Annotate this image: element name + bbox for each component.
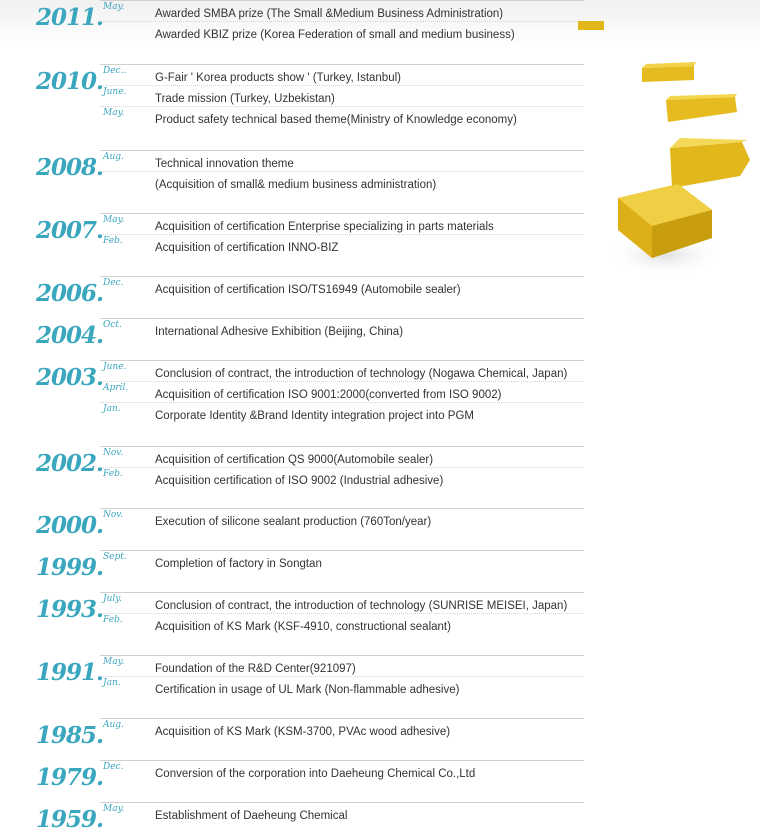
entry-description: Acquisition of certification ISO 9001:2000(converted from ISO 9002): [155, 389, 502, 401]
entry-month: Dec.: [103, 278, 124, 288]
entry-month: Aug.: [103, 720, 124, 730]
year-label: 1999.: [36, 554, 104, 581]
timeline-entry: [100, 592, 584, 615]
gold-block-2-front: [666, 97, 737, 122]
entry-description: Acquisition of KS Mark (KSM-3700, PVAc wood adhesive): [155, 726, 451, 738]
entry-month: Oct.: [103, 320, 122, 330]
year-label: 2011.: [36, 4, 104, 31]
timeline-entry: [100, 234, 584, 257]
year-label: 2008.: [36, 154, 104, 181]
entry-month: Dec.: [103, 762, 124, 772]
timeline-entry: [100, 85, 584, 108]
gold-block-3-front: [670, 142, 750, 188]
entry-description: Technical innovation theme: [155, 158, 294, 170]
year-group: [0, 802, 600, 833]
year-group: [0, 64, 600, 130]
entry-month: May.: [103, 804, 125, 814]
entry-description: Trade mission (Turkey, Uzbekistan): [155, 93, 335, 105]
timeline-entry: [100, 171, 584, 194]
entry-month: Nov.: [103, 510, 124, 520]
timeline-entry: [100, 760, 584, 783]
timeline-entry: [100, 360, 584, 383]
year-label: 2006.: [36, 280, 104, 307]
entry-description: Foundation of the R&D Center(921097): [155, 663, 356, 675]
year-group: [0, 508, 600, 539]
timeline-entry: [100, 0, 584, 23]
entry-month: Sept.: [103, 552, 127, 562]
entry-month: May.: [103, 108, 125, 118]
entry-description: Conclusion of contract, the introduction of technology (Nogawa Chemical, Japan): [155, 368, 568, 380]
year-group: [0, 318, 600, 349]
entry-description: Conclusion of contract, the introduction of technology (SUNRISE MEISEI, Japan): [155, 600, 568, 612]
entry-description: Awarded SMBA prize (The Small &Medium Business Administration): [155, 8, 504, 20]
entry-description: Acquisition of certification ISO/TS16949 (Automobile sealer): [155, 284, 461, 296]
entry-description: Acquisition of certification INNO-BIZ: [155, 242, 339, 254]
timeline-entry: [100, 213, 584, 236]
entry-description: Completion of factory in Songtan: [155, 558, 322, 570]
timeline-entry: [100, 550, 584, 573]
timeline-entry: [100, 508, 584, 531]
year-group: [0, 150, 600, 194]
timeline-entry: [100, 381, 584, 404]
timeline-entry: [100, 318, 584, 341]
timeline-entry: [100, 467, 584, 490]
year-group: [0, 760, 600, 791]
year-label: 2000.: [36, 512, 104, 539]
entry-month: Jan.: [103, 404, 121, 414]
timeline-entry: [100, 21, 584, 44]
year-label: 2004.: [36, 322, 104, 349]
entry-description: G-Fair ' Korea products show ' (Turkey, Istanbul): [155, 72, 401, 84]
year-label: 1985.: [36, 722, 104, 749]
entry-description: Conversion of the corporation into Daeheung Chemical Co.,Ltd: [155, 768, 476, 780]
entry-month: Feb.: [103, 469, 123, 479]
entry-description: Product safety technical based theme(Ministry of Knowledge economy): [155, 114, 517, 126]
entry-month: Nov.: [103, 448, 124, 458]
year-label: 1959.: [36, 806, 104, 833]
year-group: [0, 718, 600, 749]
year-group: [0, 550, 600, 581]
entry-description: International Adhesive Exhibition (Beijing, China): [155, 326, 404, 338]
gold-block-small: [578, 21, 604, 30]
gold-blocks-illustration: [570, 0, 760, 300]
entry-description: (Acquisition of small& medium business administration): [155, 179, 437, 191]
year-label: 1991.: [36, 659, 104, 686]
year-group: [0, 0, 600, 44]
year-label: 1979.: [36, 764, 104, 791]
entry-month: Aug.: [103, 152, 124, 162]
entry-month: Jan.: [103, 678, 121, 688]
year-group: [0, 655, 600, 699]
year-label: 2010.: [36, 68, 104, 95]
timeline-entry: [100, 802, 584, 825]
entry-month: Feb.: [103, 236, 123, 246]
entry-description: Acquisition of KS Mark (KSF-4910, constructional sealant): [155, 621, 451, 633]
year-group: [0, 360, 600, 426]
entry-description: Acquisition of certification QS 9000(Automobile sealer): [155, 454, 434, 466]
year-label: 1993.: [36, 596, 104, 623]
entry-description: Acquisition certification of ISO 9002 (Industrial adhesive): [155, 475, 444, 487]
timeline-entry: [100, 613, 584, 636]
year-label: 2007.: [36, 217, 104, 244]
timeline-entry: [100, 446, 584, 469]
entry-description: Corporate Identity &Brand Identity integration project into PGM: [155, 410, 474, 422]
timeline-entry: [100, 718, 584, 741]
timeline-entry: [100, 276, 584, 299]
year-group: [0, 446, 600, 490]
year-group: [0, 213, 600, 257]
entry-month: Dec..: [103, 66, 127, 76]
entry-month: June.: [103, 362, 127, 372]
entry-month: July.: [103, 594, 123, 604]
entry-month: June.: [103, 87, 127, 97]
entry-description: Establishment of Daeheung Chemical: [155, 810, 348, 822]
entry-description: Certification in usage of UL Mark (Non-flammable adhesive): [155, 684, 460, 696]
timeline-entry: [100, 64, 584, 87]
entry-month: April.: [103, 383, 129, 393]
gold-block-1-front: [642, 66, 694, 82]
entry-month: May.: [103, 2, 125, 12]
timeline-entry: [100, 150, 584, 173]
entry-description: Execution of silicone sealant production (760Ton/year): [155, 516, 432, 528]
entry-description: Acquisition of certification Enterprise specializing in parts materials: [155, 221, 494, 233]
entry-month: May.: [103, 657, 125, 667]
timeline-entry: [100, 402, 584, 425]
timeline-entry: [100, 676, 584, 699]
entry-month: May.: [103, 215, 125, 225]
year-label: 2002.: [36, 450, 104, 477]
year-label: 2003.: [36, 364, 104, 391]
entry-description: Awarded KBIZ prize (Korea Federation of small and medium business): [155, 29, 515, 41]
entry-month: Feb.: [103, 615, 123, 625]
year-group: [0, 276, 600, 307]
timeline-entry: [100, 655, 584, 678]
timeline-entry: [100, 106, 584, 129]
year-group: [0, 592, 600, 636]
